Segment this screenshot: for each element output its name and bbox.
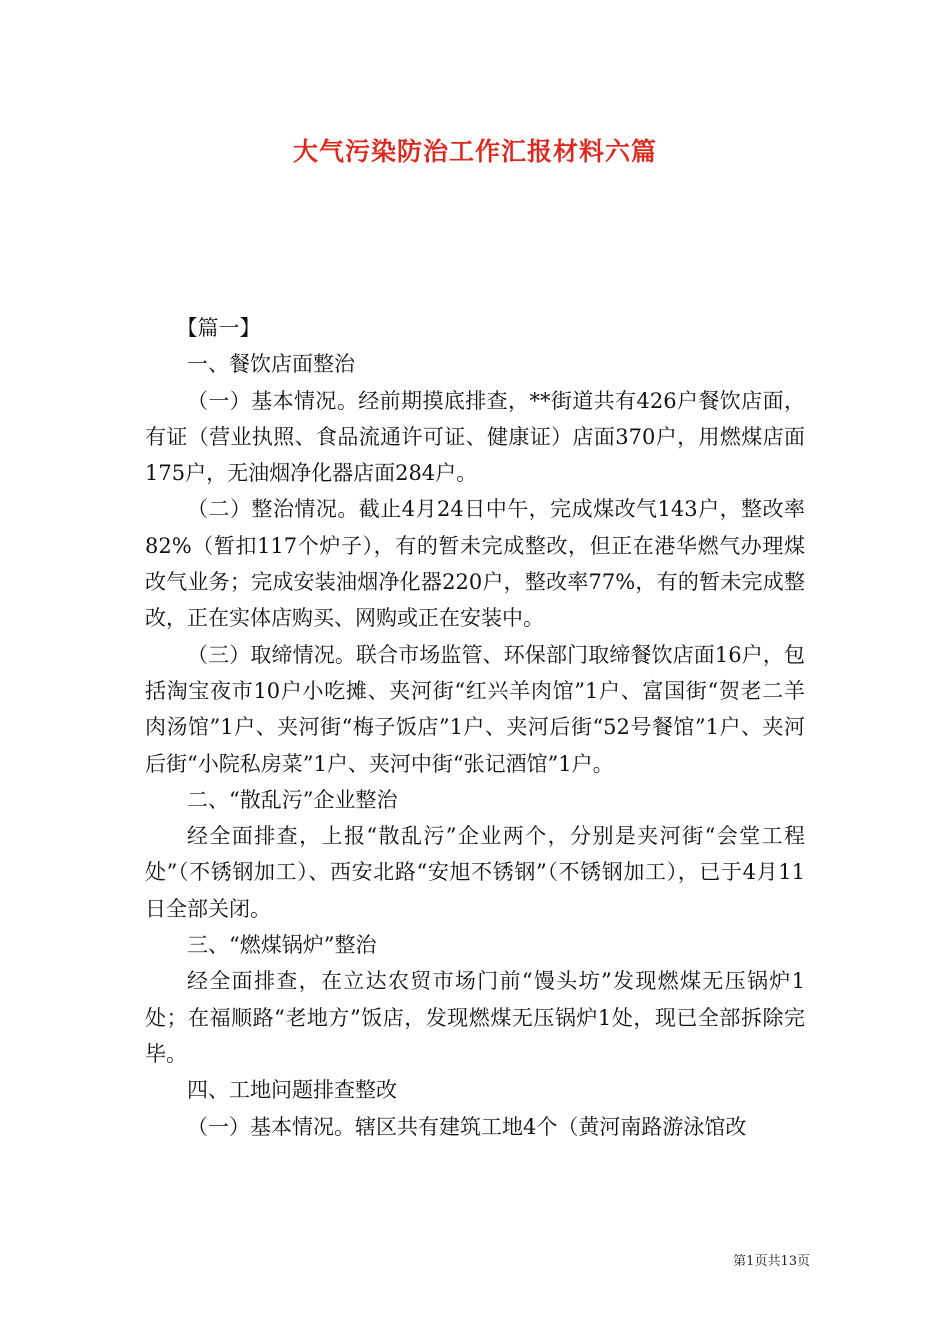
section-heading: 二、“散乱污”企业整治 (187, 787, 398, 812)
section-heading: 一、餐饮店面整治 (187, 352, 355, 377)
document-body (145, 310, 805, 1145)
paragraph: （二）整治情况。截止4月24日中午，完成煤改气143户，整改率82%（暂扣117个炉子），有的暂未完成整改，但正在港华燃气办理煤改气业务；完成安装油烟净化器220户，整改率77%，有的暂未完成整改，正在实体店购买、网购或正在安装中。 (145, 497, 805, 631)
section-label: 【篇一】 (176, 316, 261, 340)
document-title: 大气污染防治工作汇报材料六篇 (292, 137, 657, 166)
page-number: 第1页共13页 (733, 1254, 810, 1269)
section-heading: 四、工地问题排查整改 (187, 1078, 397, 1103)
paragraph: 经全面排查，在立达农贸市场门前“馒头坊”发现燃煤无压锅炉1处；在福顺路“老地方”饭店，发现燃煤无压锅炉1处，现已全部拆除完毕。 (145, 969, 805, 1066)
section-heading: 三、“燃煤锅炉”整治 (187, 933, 377, 958)
paragraph: 经全面排查，上报“散乱污”企业两个，分别是夹河街“会堂工程处”（不锈钢加工）、西安北路“安旭不锈钢”（不锈钢加工），已于4月11日全部关闭。 (145, 824, 805, 921)
paragraph: （一）基本情况。经前期摸底排查，**街道共有426户餐饮店面，有证（营业执照、食品流通许可证、健康证）店面370户，用燃煤店面175户，无油烟净化器店面284户。 (145, 388, 805, 486)
paragraph: （三）取缔情况。联合市场监管、环保部门取缔餐饮店面16户，包括淘宝夜市10户小吃摊、夹河街“红兴羊肉馆”1户、富国街“贺老二羊肉汤馆”1户、夹河街“梅子饭店”1户、夹河后街“52号餐馆”1户、夹河后街“小院私房菜”1户、夹河中街“张记酒馆”1户。 (145, 642, 805, 776)
paragraph: （一）基本情况。辖区共有建筑工地4个（黄河南路游泳馆改 (187, 1114, 747, 1139)
